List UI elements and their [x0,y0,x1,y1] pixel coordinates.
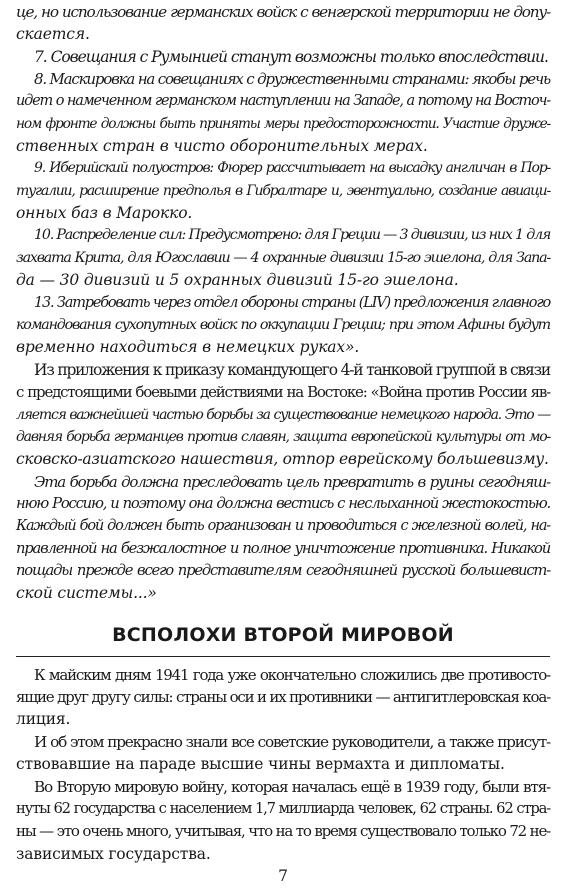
text-line: И об этом прекрасно знали все советские руководители, а также присут- [34,733,550,751]
text-line: це, но использование германских войск с венгерской территории не допу- [16,3,550,21]
text-line: временно находиться в немецких руках». [16,338,360,356]
text-line: ящие друг другу силы: страны оси и их противники — антигитлеровская коа- [16,688,550,706]
text-line: 10. Распределение сил: Предусмотрено: для Греции — 3 дивизии, из них 1 для [34,227,551,243]
text-line: захвата Крита, для Югославии — 4 охранные дивизии 15-го эшелона, для Запа- [16,250,550,266]
text-line: 9. Иберийский полуостров: Фюрер рассчитывает на высадку англичан в Пор- [34,160,550,176]
text-line: скается. [16,25,90,43]
text-line: да — 30 дивизий и 5 охранных дивизий 15-го эшелона. [16,271,459,289]
text-line: 13. Затребовать через отдел обороны страны (LIV) предложения главного [34,295,550,311]
text-line: правленной на безжалостное и полное уничтожение противника. Никакой [16,540,550,557]
heading-divider [16,656,550,657]
text-line: ны — это очень много, учитывая, что на то время существовало только 72 не- [16,822,550,840]
text-line: Эта борьба должна преследовать цель превратить в руины сегодняш- [34,473,550,491]
text-line: нюю Россию, и поэтому она должна вестись с неслыханной жестокостью. [16,495,550,512]
text-line: сковско-азиатского нашествия, отпор еврейскому большевизму. [16,450,549,468]
text-line: онных баз в Марокко. [16,204,193,222]
text-line: 7. Совещания с Румынией станут возможны только впоследствии. [34,48,548,66]
text-line: ном фронте должны быть приняты меры предосторожности. Участие друже- [16,116,550,132]
text-line: ской системы...» [16,584,157,602]
text-line: Во Вторую мировую войну, которая началась ещё в 1939 году, были втя- [34,778,550,796]
text-line: ственных стран в чисто оборонительных мерах. [16,137,428,155]
text-line: с предстоящими боевыми действиями на Востоке: «Война против России яв- [16,383,550,401]
text-line: идет о намеченном германском наступлении на Западе, а потому на Восточ- [16,93,550,109]
section-heading: ВСПОЛОХИ ВТОРОЙ МИРОВОЙ [112,624,454,646]
text-line: зависимых государства. [16,845,211,863]
text-line: давняя борьба германцев против славян, защита европейской культуры от мо- [16,429,550,445]
page-number: 7 [278,867,288,885]
text-line: тугалии, расширение предполья в Гибралтаре и, эвентуально, создание авиаци- [16,183,550,199]
text-line: командования сухопутных войск по оккупации Греции; при этом Афины будут [16,317,550,333]
text-line: 8. Маскировка на совещаниях с дружественными странами: якобы речь [34,70,550,88]
text-line: ствовавшие на параде высшие чины вермахта и дипломаты. [16,755,505,773]
text-line: Каждый бой должен быть организован и проводиться с железной волей, на- [16,518,550,534]
text-line: К майским дням 1941 года уже окончательно сложились две противосто- [34,666,550,684]
text-line: нуты 62 государства с населением 1,7 миллиарда человек, 62 страны. 62 стра- [16,800,550,817]
text-line: ляется важнейшей частью борьбы за существование немецкого народа. Это — [16,407,550,423]
text-line: пощады прежде всего представителям сегодняшней русской большевист- [16,562,550,579]
text-line: лиция. [16,710,71,728]
text-line: Из приложения к приказу командующего 4-й танковой группой в связи [34,361,550,379]
